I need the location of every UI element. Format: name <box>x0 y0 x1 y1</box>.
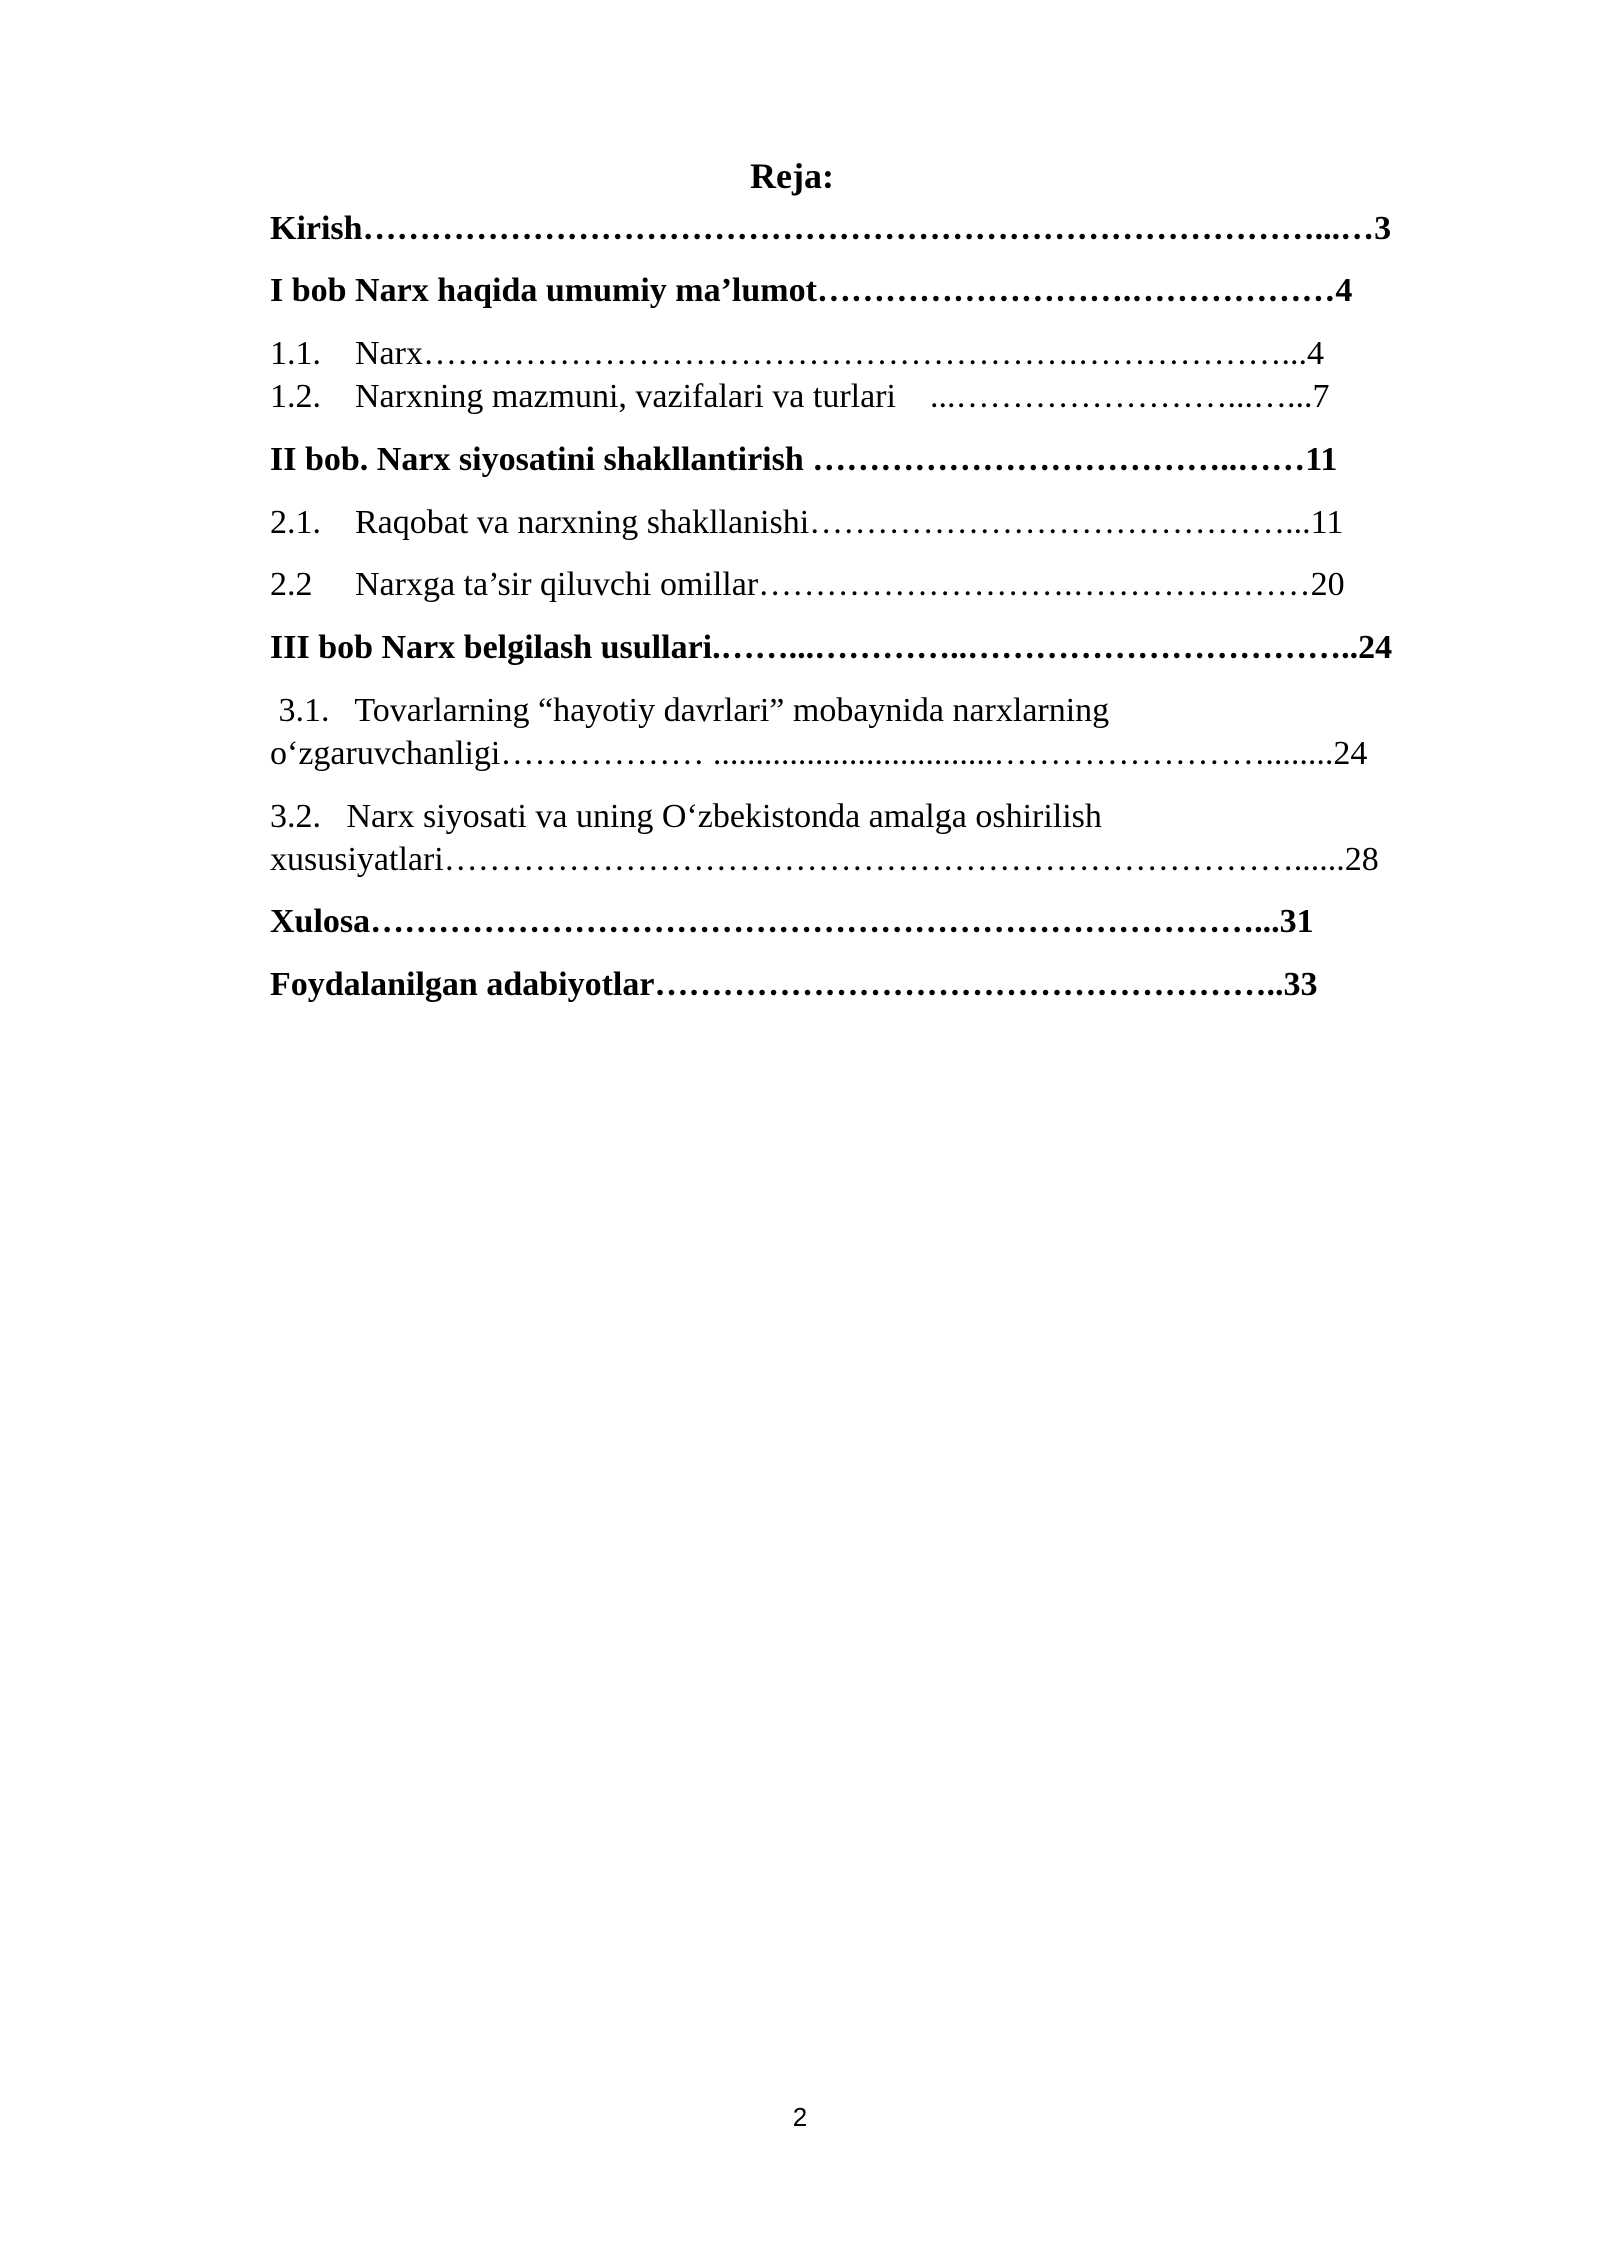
toc-entry-section-3-2-line-1: 3.2. Narx siyosati va uning O‘zbekistonda amalga oshirilish <box>270 798 1102 835</box>
toc-entry-chapter-3: III bob Narx belgilash usullari.……...…………..……………………………..24 <box>270 629 1393 666</box>
toc-entry-kirish: Kirish…………………………………………………………………………...…3 <box>270 210 1392 247</box>
plan-title: Reja: <box>750 156 834 196</box>
toc-entry-section-2-1: 2.1. Raqobat va narxning shakllanishi……………………………………...11 <box>270 504 1344 541</box>
toc-entry-section-3-2-line-2: xususiyatlari…………………………………………………………………......28 <box>270 841 1379 878</box>
toc-entry-chapter-1: I bob Narx haqida umumiy ma’lumot……………………….………………4 <box>270 272 1353 309</box>
toc-entry-section-1-1: 1.1. Narx………………………………………………….………………...4 <box>270 335 1324 372</box>
toc-entry-section-2-2: 2.2 Narxga ta’sir qiluvchi omillar……………………….…………………20 <box>270 566 1345 603</box>
toc-entry-chapter-2: II bob. Narx siyosatini shakllantirish ………………………………..……11 <box>270 441 1338 478</box>
toc-entry-xulosa: Xulosa……………………………………………………………………...31 <box>270 903 1314 940</box>
toc-entry-section-1-2: 1.2. Narxning mazmuni, vazifalari va turlari ...……………………...…...7 <box>270 378 1330 415</box>
page-number: 2 <box>792 2102 808 2132</box>
toc-entry-section-3-1-line-1: 3.1. Tovarlarning “hayotiy davrlari” mobaynida narxlarning <box>270 692 1110 729</box>
toc-entry-section-3-1-line-2: o‘zgaruvchanligi……………… .................................……………………........24 <box>270 735 1368 772</box>
toc-entry-adabiyotlar: Foydalanilgan adabiyotlar………………………………………………..33 <box>270 966 1318 1003</box>
